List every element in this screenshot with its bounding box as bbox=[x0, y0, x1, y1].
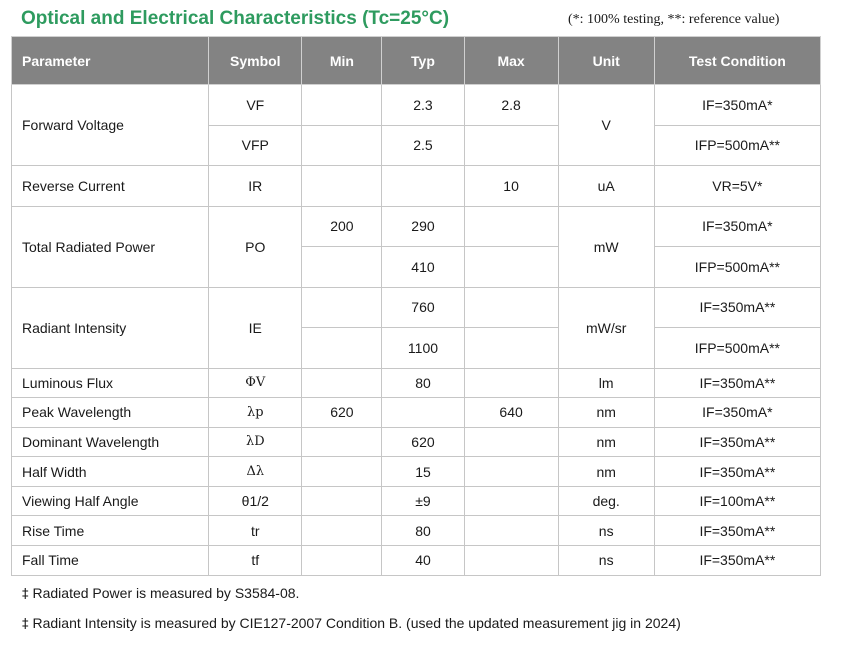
table-row-forward-voltage-a bbox=[12, 85, 821, 126]
typ-cell: ±9 bbox=[382, 486, 464, 516]
param-reverse-current: Reverse Current bbox=[12, 166, 209, 207]
typ-cell: 15 bbox=[382, 457, 464, 487]
footnote-text: Radiated Power is measured by S3584-08. bbox=[32, 585, 300, 601]
table-row-luminous-flux bbox=[12, 368, 821, 398]
max-cell bbox=[464, 247, 558, 288]
symbol-cell: λp bbox=[209, 398, 302, 428]
symbol-cell: θ1/2 bbox=[209, 486, 302, 516]
typ-cell: 290 bbox=[382, 206, 464, 247]
unit-cell: ns bbox=[558, 546, 654, 576]
min-cell: 200 bbox=[302, 206, 382, 247]
typ-cell: 2.3 bbox=[382, 85, 464, 126]
unit-cell: nm bbox=[558, 427, 654, 457]
typ-cell: 80 bbox=[382, 368, 464, 398]
condition-cell: IF=350mA** bbox=[654, 546, 820, 576]
param-dominant-wavelength: Dominant Wavelength bbox=[12, 427, 209, 457]
param-luminous-flux: Luminous Flux bbox=[12, 368, 209, 398]
typ-cell: 2.5 bbox=[382, 125, 464, 166]
param-radiant-intensity: Radiant Intensity bbox=[12, 287, 209, 368]
min-cell bbox=[302, 125, 382, 166]
footnote-text: Radiant Intensity is measured by CIE127-2007 Condition B. (used the updated measurement jig in 2024) bbox=[32, 615, 681, 631]
symbol-cell: IE bbox=[209, 287, 302, 368]
symbol-cell: tf bbox=[209, 546, 302, 576]
symbol-cell: VFP bbox=[209, 125, 302, 166]
max-cell bbox=[464, 287, 558, 328]
typ-cell: 1100 bbox=[382, 328, 464, 369]
min-cell: 620 bbox=[302, 398, 382, 428]
unit-cell: deg. bbox=[558, 486, 654, 516]
max-cell bbox=[464, 328, 558, 369]
page-title: Optical and Electrical Characteristics (Tc=25°C) bbox=[21, 8, 450, 29]
double-dagger-icon: ‡ bbox=[22, 587, 29, 602]
condition-cell: IF=350mA* bbox=[654, 85, 820, 126]
table-row-dominant-wavelength bbox=[12, 427, 821, 457]
symbol-cell: Δλ bbox=[209, 457, 302, 487]
min-cell bbox=[302, 486, 382, 516]
symbol-cell: ΦV bbox=[209, 368, 302, 398]
typ-cell: 40 bbox=[382, 546, 464, 576]
max-cell: 10 bbox=[464, 166, 558, 207]
footnote-radiant-intensity bbox=[22, 615, 681, 632]
max-cell bbox=[464, 368, 558, 398]
min-cell bbox=[302, 546, 382, 576]
table-row-peak-wavelength bbox=[12, 398, 821, 428]
table-row-radiant-intensity-a bbox=[12, 287, 821, 328]
table-row-rise-time bbox=[12, 516, 821, 546]
table-row-total-radiated-power-a bbox=[12, 206, 821, 247]
unit-cell: ns bbox=[558, 516, 654, 546]
condition-cell: VR=5V* bbox=[654, 166, 820, 207]
param-rise-time: Rise Time bbox=[12, 516, 209, 546]
double-dagger-icon: ‡ bbox=[22, 617, 29, 632]
min-cell bbox=[302, 516, 382, 546]
typ-cell: 80 bbox=[382, 516, 464, 546]
max-cell bbox=[464, 516, 558, 546]
condition-cell: IF=350mA* bbox=[654, 398, 820, 428]
condition-cell: IFP=500mA** bbox=[654, 247, 820, 288]
condition-cell: IF=350mA** bbox=[654, 368, 820, 398]
min-cell bbox=[302, 166, 382, 207]
unit-cell: uA bbox=[558, 166, 654, 207]
symbol-cell: VF bbox=[209, 85, 302, 126]
max-cell: 2.8 bbox=[464, 85, 558, 126]
max-cell bbox=[464, 125, 558, 166]
typ-cell: 760 bbox=[382, 287, 464, 328]
max-cell bbox=[464, 427, 558, 457]
max-cell bbox=[464, 486, 558, 516]
symbol-cell: λD bbox=[209, 427, 302, 457]
table-header-row bbox=[12, 37, 821, 85]
min-cell bbox=[302, 287, 382, 328]
header-unit: Unit bbox=[558, 37, 654, 85]
unit-cell: mW bbox=[558, 206, 654, 287]
max-cell bbox=[464, 546, 558, 576]
min-cell bbox=[302, 368, 382, 398]
typ-cell bbox=[382, 398, 464, 428]
param-forward-voltage: Forward Voltage bbox=[12, 85, 209, 166]
max-cell bbox=[464, 206, 558, 247]
param-fall-time: Fall Time bbox=[12, 546, 209, 576]
min-cell bbox=[302, 247, 382, 288]
header-typ: Typ bbox=[382, 37, 464, 85]
table-row-viewing-half-angle bbox=[12, 486, 821, 516]
condition-cell: IF=350mA** bbox=[654, 516, 820, 546]
typ-cell bbox=[382, 166, 464, 207]
condition-cell: IFP=500mA** bbox=[654, 328, 820, 369]
testing-note: (*: 100% testing, **: reference value) bbox=[568, 12, 780, 27]
condition-cell: IF=350mA* bbox=[654, 206, 820, 247]
typ-cell: 410 bbox=[382, 247, 464, 288]
min-cell bbox=[302, 328, 382, 369]
characteristics-table bbox=[11, 36, 821, 576]
header-min: Min bbox=[302, 37, 382, 85]
param-half-width: Half Width bbox=[12, 457, 209, 487]
footnote-radiated-power bbox=[22, 585, 299, 602]
param-total-radiated-power: Total Radiated Power bbox=[12, 206, 209, 287]
max-cell: 640 bbox=[464, 398, 558, 428]
table-row-reverse-current bbox=[12, 166, 821, 207]
min-cell bbox=[302, 457, 382, 487]
table-row-fall-time bbox=[12, 546, 821, 576]
min-cell bbox=[302, 85, 382, 126]
unit-cell: mW/sr bbox=[558, 287, 654, 368]
min-cell bbox=[302, 427, 382, 457]
condition-cell: IFP=500mA** bbox=[654, 125, 820, 166]
unit-cell: lm bbox=[558, 368, 654, 398]
header-symbol: Symbol bbox=[209, 37, 302, 85]
condition-cell: IF=100mA** bbox=[654, 486, 820, 516]
condition-cell: IF=350mA** bbox=[654, 457, 820, 487]
symbol-cell: PO bbox=[209, 206, 302, 287]
unit-cell: nm bbox=[558, 398, 654, 428]
typ-cell: 620 bbox=[382, 427, 464, 457]
unit-cell: nm bbox=[558, 457, 654, 487]
unit-cell: V bbox=[558, 85, 654, 166]
header-max: Max bbox=[464, 37, 558, 85]
header-test-condition: Test Condition bbox=[654, 37, 820, 85]
symbol-cell: IR bbox=[209, 166, 302, 207]
condition-cell: IF=350mA** bbox=[654, 427, 820, 457]
param-viewing-half-angle: Viewing Half Angle bbox=[12, 486, 209, 516]
condition-cell: IF=350mA** bbox=[654, 287, 820, 328]
symbol-cell: tr bbox=[209, 516, 302, 546]
param-peak-wavelength: Peak Wavelength bbox=[12, 398, 209, 428]
max-cell bbox=[464, 457, 558, 487]
header-parameter: Parameter bbox=[12, 37, 209, 85]
table-row-half-width bbox=[12, 457, 821, 487]
